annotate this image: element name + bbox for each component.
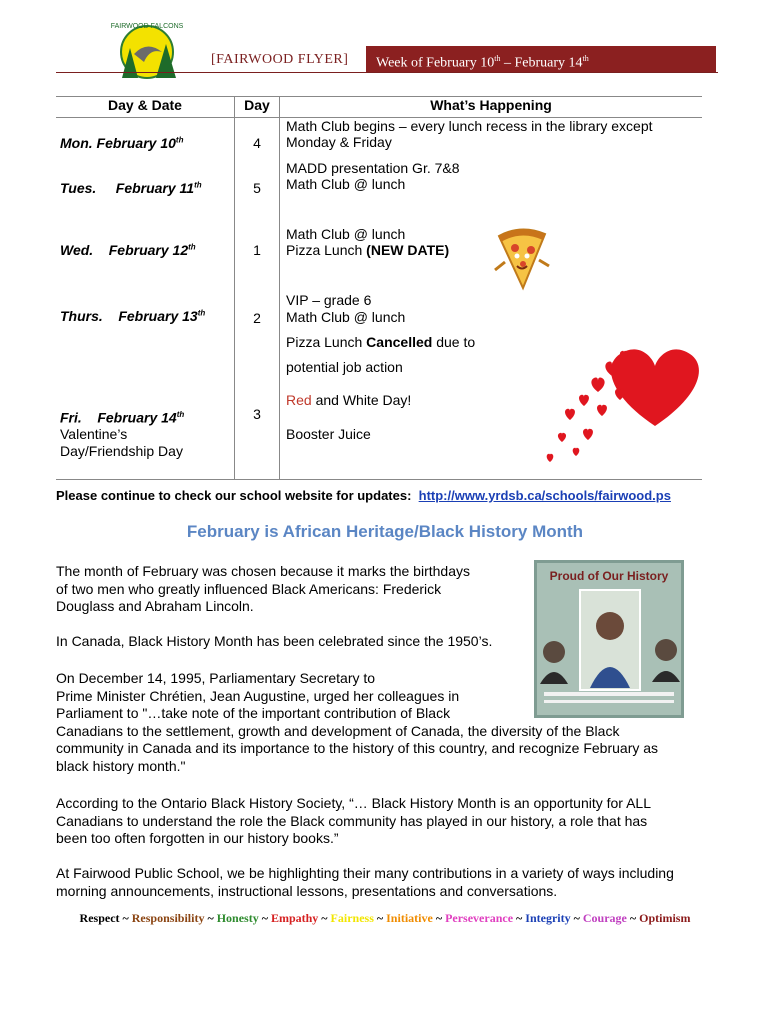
date-cell: Thurs. February 13th	[60, 307, 206, 324]
date-note: Day/Friendship Day	[60, 443, 183, 460]
values-separator: ~	[119, 911, 132, 925]
website-link[interactable]: http://www.yrdsb.ca/schools/fairwood.ps	[418, 488, 671, 503]
pizza-mascot-image	[491, 226, 553, 294]
event-item: Pizza Lunch Cancelled due to	[286, 333, 476, 350]
values-separator: ~	[432, 911, 446, 925]
value-word-respect: Respect	[79, 911, 120, 925]
value-word-initiative: Initiative	[386, 911, 433, 925]
table-row	[56, 222, 702, 288]
logo-text: FAIRWOOD FALCONS	[110, 23, 184, 30]
day-number: 1	[235, 222, 280, 288]
date-cell: Mon. February 10th	[60, 135, 184, 151]
day-number: 3	[235, 386, 280, 480]
values-separator: ~	[570, 911, 583, 925]
value-word-perseverance: Perseverance	[445, 911, 514, 925]
day-number: 5	[235, 160, 280, 222]
header-whats-happening: What’s Happening	[280, 97, 703, 118]
history-paragraph-2: In Canada, Black History Month has been celebrated since the 1950’s.	[56, 633, 493, 649]
event-item: Math Club @ lunch	[286, 175, 406, 192]
values-separator: ~	[373, 911, 387, 925]
table-row	[56, 118, 702, 160]
event-item: Math Club @ lunch	[286, 308, 406, 325]
stamp-title: Proud of Our History	[549, 569, 669, 583]
event-item: Pizza Lunch (NEW DATE)	[286, 241, 450, 258]
event-item: Math Club begins – every lunch recess in the library except	[286, 118, 653, 134]
history-paragraph-3: On December 14, 1995, Parliamentary Secretary to Prime Minister Chrétien, Jean Augustine, urged her colleagues in Parliament to "…take note of the important contribution of Black Canadians to the settlement, growth and development of Canada, the diversity of the Black community in Canada and its importance to the history of this country, and recognize February as black history month."	[56, 670, 659, 774]
event-item: Red and White Day!	[286, 391, 412, 408]
proud-of-our-history-stamp-image	[534, 560, 684, 718]
header-rule	[56, 72, 718, 73]
website-notice: Please continue to check our school website for updates: http://www.yrdsb.ca/schools/fairwood.ps	[56, 488, 671, 503]
values-separator: ~	[204, 911, 217, 925]
value-word-fairness: Fairness	[330, 911, 374, 925]
table-row	[56, 160, 702, 222]
event-item: MADD presentation Gr. 7&8	[286, 159, 460, 176]
history-title: February is African Heritage/Black History Month	[186, 522, 584, 541]
date-note: Valentine’s	[60, 426, 128, 443]
table-header-row	[56, 97, 702, 118]
value-word-optimism: Optimism	[639, 911, 691, 925]
value-word-honesty: Honesty	[216, 911, 259, 925]
event-item: Booster Juice	[286, 425, 371, 442]
value-word-responsibility: Responsibility	[131, 911, 205, 925]
history-paragraph-1: The month of February was chosen because it marks the birthdays of two men who greatly influenced Black Americans: Frederick Douglass and Abraham Lincoln.	[56, 563, 470, 614]
hearts-image	[540, 316, 720, 466]
week-banner: Week of February 10th – February 14th	[366, 46, 716, 72]
character-values-footer	[0, 911, 770, 926]
date-cell: Wed. February 12th	[60, 241, 196, 258]
values-separator: ~	[626, 911, 640, 925]
day-number: 4	[235, 118, 280, 160]
values-separator: ~	[513, 911, 526, 925]
value-word-empathy: Empathy	[270, 911, 319, 925]
header-day-date: Day & Date	[56, 97, 235, 118]
history-paragraph-4: According to the Ontario Black History Society, “… Black History Month is an opportunity for ALL Canadians to understand the role the Black community has played in our history, a role that has been too often forgotten in our history books.”	[56, 795, 651, 846]
value-word-courage: Courage	[582, 911, 627, 925]
history-paragraph-5: At Fairwood Public School, we be highlighting their many contributions in a variety of ways including morning announcements, instructional lessons, presentations and conversations.	[56, 865, 674, 899]
event-item: potential job action	[286, 358, 403, 375]
date-cell: Tues. February 11th	[60, 179, 202, 196]
event-item: VIP – grade 6	[286, 291, 372, 308]
value-word-integrity: Integrity	[525, 911, 571, 925]
values-separator: ~	[258, 911, 271, 925]
header-day: Day	[235, 97, 280, 118]
school-logo	[108, 18, 186, 80]
event-item: Monday & Friday	[286, 134, 392, 150]
date-cell: Fri. February 14th	[60, 409, 185, 426]
day-number: 2	[235, 288, 280, 386]
event-item: Math Club @ lunch	[286, 225, 406, 242]
flyer-title: [FAIRWOOD FLYER]	[211, 52, 349, 67]
values-separator: ~	[318, 911, 331, 925]
